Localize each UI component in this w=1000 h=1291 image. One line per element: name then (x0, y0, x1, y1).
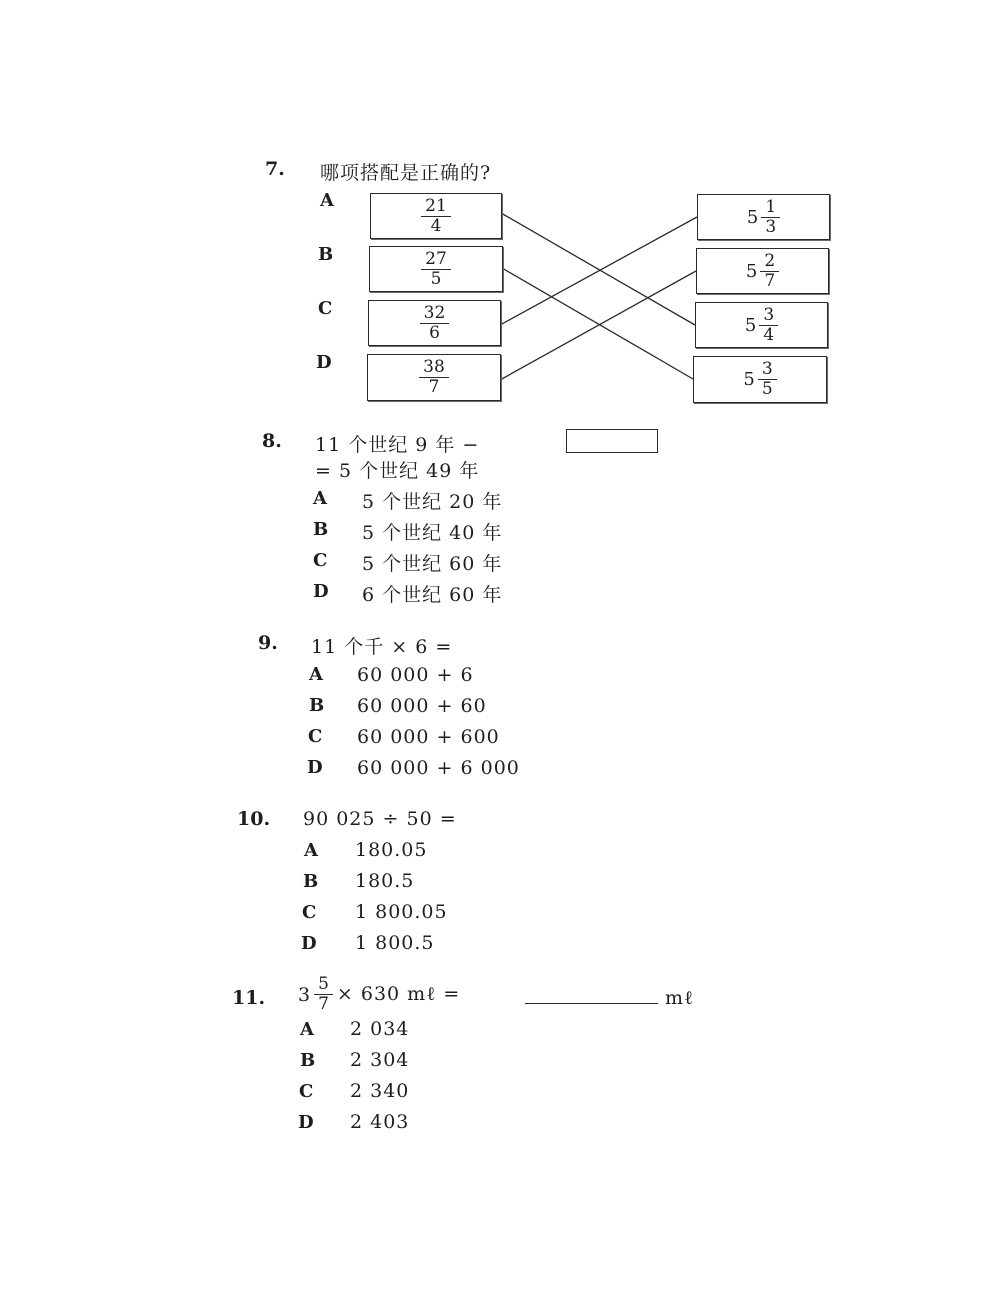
q11-option-text[interactable]: 2 403 (350, 1111, 410, 1133)
q8-option-letter: B (313, 519, 329, 540)
q8-option-letter: D (313, 581, 329, 602)
q8-stem-line1: 11 个世纪 9 年 − (315, 434, 480, 456)
q7-left-box-d[interactable] (367, 354, 501, 401)
fraction: $\frac{32}{6}$ (420, 305, 450, 342)
mixed-number: 5 $\frac{3}{5}$ (743, 361, 776, 398)
q7-stem: 哪项搭配是正确的? (320, 162, 492, 184)
q11-number: 11. (232, 987, 266, 1009)
q7-left-box-b[interactable] (369, 246, 503, 292)
q9-stem: 11 个千 × 6 = (311, 636, 453, 658)
q11-unit: mℓ (665, 987, 695, 1009)
q9-option-letter: C (308, 726, 323, 747)
q11-stem (298, 976, 460, 1013)
q7-left-letter: D (316, 352, 332, 373)
q8-stem-line2: = 5 个世纪 49 年 (315, 460, 480, 482)
q8-option-letter: A (313, 488, 327, 509)
q11-fraction: $\frac{5}{7}$ (314, 976, 333, 1013)
q7-right-box-2[interactable] (696, 248, 829, 294)
mixed-number: 5 $\frac{3}{4}$ (745, 307, 778, 344)
q11-option-letter: D (298, 1112, 314, 1133)
q7-right-box-3[interactable] (695, 302, 828, 348)
mixed-number: 5 $\frac{1}{3}$ (747, 199, 780, 236)
q7-left-letter: C (318, 298, 333, 319)
q10-option-letter: D (301, 933, 317, 954)
q10-option-text[interactable]: 180.5 (355, 870, 415, 892)
q11-stem-rest: × 630 mℓ = (336, 983, 461, 1005)
q10-option-letter: C (302, 902, 317, 923)
q7-left-box-a[interactable] (370, 193, 502, 239)
q11-option-letter: B (300, 1050, 316, 1071)
q10-option-text[interactable]: 1 800.05 (355, 901, 448, 923)
q11-option-letter: A (300, 1019, 314, 1040)
q8-option-letter: C (313, 550, 328, 571)
q11-answer-blank[interactable] (525, 1003, 658, 1004)
q11-option-text[interactable]: 2 304 (350, 1049, 410, 1071)
q8-option-text[interactable]: 5 个世纪 20 年 (362, 491, 503, 513)
q9-option-text[interactable]: 60 000 + 6 000 (357, 757, 520, 779)
q9-option-text[interactable]: 60 000 + 600 (357, 726, 500, 748)
fraction: $\frac{21}{4}$ (421, 198, 451, 235)
q8-option-text[interactable]: 5 个世纪 60 年 (362, 553, 503, 575)
q10-option-text[interactable]: 180.05 (355, 839, 428, 861)
q9-option-letter: A (309, 664, 323, 685)
q11-whole: 3 (298, 983, 311, 1006)
q9-number: 9. (258, 632, 278, 654)
mixed-number: 5 $\frac{2}{7}$ (746, 253, 779, 290)
q7-number: 7. (265, 158, 285, 180)
q7-left-box-c[interactable] (368, 300, 501, 346)
q11-option-text[interactable]: 2 034 (350, 1018, 410, 1040)
fraction: $\frac{27}{5}$ (421, 251, 451, 288)
q10-stem: 90 025 ÷ 50 = (303, 808, 457, 830)
q8-number: 8. (262, 430, 282, 452)
q8-answer-box[interactable] (566, 429, 658, 453)
fraction: $\frac{38}{7}$ (419, 359, 449, 396)
q11-option-text[interactable]: 2 340 (350, 1080, 410, 1102)
q10-option-letter: B (303, 871, 319, 892)
q7-left-letter: A (320, 190, 334, 211)
q10-option-letter: A (304, 840, 318, 861)
q9-option-text[interactable]: 60 000 + 60 (357, 695, 487, 717)
q9-option-letter: B (309, 695, 325, 716)
q8-option-text[interactable]: 5 个世纪 40 年 (362, 522, 503, 544)
q9-option-text[interactable]: 60 000 + 6 (357, 664, 474, 686)
q7-right-box-1[interactable] (697, 194, 830, 240)
q10-number: 10. (237, 808, 271, 830)
q7-right-box-4[interactable] (693, 356, 827, 403)
q9-option-letter: D (307, 757, 323, 778)
q8-option-text[interactable]: 6 个世纪 60 年 (362, 584, 503, 606)
q11-option-letter: C (299, 1081, 314, 1102)
q7-left-letter: B (318, 244, 334, 265)
q10-option-text[interactable]: 1 800.5 (355, 932, 435, 954)
